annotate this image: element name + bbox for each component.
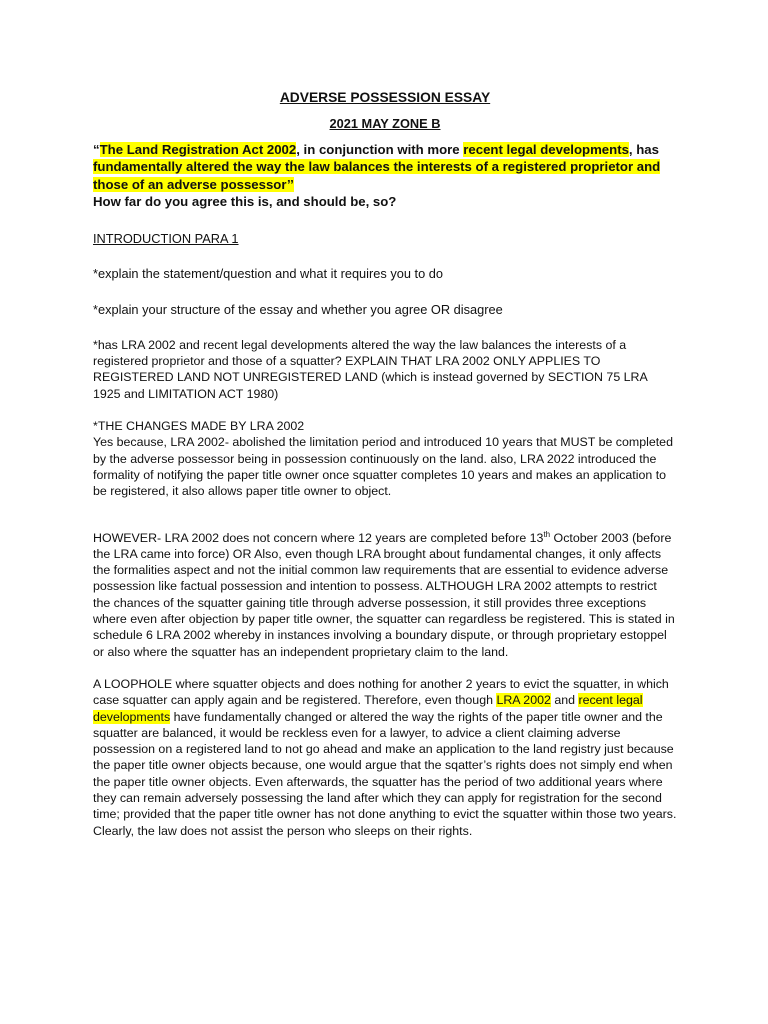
closing-sentence: Clearly, the law does not assist the person who sleeps on their rights. [93, 823, 473, 838]
paragraph-lra-scope: *has LRA 2002 and recent legal developments altered the way the law balances the interests of a registered proprietor and those of a squatter? EXPLAIN THAT LRA 2002 ONLY APPLIES TO REGISTERED LAND NOT UNREGISTERED LAND (which is instead governed by SECTION 75 LRA 1925 and LIMITATION ACT 1980) [93, 337, 648, 401]
loophole-text-1: A LOOPHOLE where squatter objects and does nothing for another 2 years to evict the squatter, in which case squatter can apply again and be registered. Therefore, even though [93, 676, 669, 708]
quote-text-1: , in conjunction with more [296, 141, 464, 157]
paragraph-changes: Yes because, LRA 2002- abolished the limitation period and introduced 10 years that MUST be completed by the adverse possessor being in possession continuously on the land. also, LRA 2022 introduced the formality of notifying the paper title owner once squatter completes 10 years and makes an application to be registered, it also allows paper title owner to object. [93, 435, 673, 499]
essay-question: How far do you agree this is, and should be, so? [93, 194, 397, 210]
quote-text-2: , has [628, 141, 659, 157]
paragraph-however [93, 530, 677, 660]
loophole-text-2: and [550, 693, 579, 708]
however-text-2: October 2003 (before the LRA came into force) OR Also, even though LRA brought about fundamental changes, it only affects the formalities aspect and not the initial common law requirements that are essential to evidence adverse possession like factual possession and intention to possess. ALTHOUGH LRA 2002 attempts to restrict the chances of the squatter gaining title through adverse possession, it still provides three exceptions where even after objection by paper title owner, the squatter can regardless be registered. This is stated in schedule 6 LRA 2002 whereby in instances involving a boundary dispute, or through proprietary estoppel or also where the squatter has an independent proprietary claim to the land. [93, 530, 675, 659]
ordinal-suffix: th [543, 529, 551, 539]
highlight-recent-developments-inline: recent legal developments [93, 693, 643, 724]
essay-quote [93, 141, 677, 194]
essay-subtitle: 2021 MAY ZONE B [329, 116, 441, 132]
however-text-1: HOWEVER- LRA 2002 does not concern where 12 years are completed before 13 [93, 530, 544, 545]
bullet-explain-statement: *explain the statement/question and what it requires you to do [93, 266, 444, 282]
bullet-explain-structure: *explain your structure of the essay and whether you agree OR disagree [93, 301, 503, 317]
intro-heading: INTRODUCTION PARA 1 [93, 230, 239, 246]
paragraph-loophole [93, 676, 677, 823]
highlight-fundamentally-altered: fundamentally altered the way the law balances the interests of a registered proprietor and those of an adverse possessor’’ [93, 159, 661, 192]
highlight-lra-2002: The Land Registration Act 2002 [99, 141, 297, 157]
document-body [93, 90, 677, 839]
highlight-lra-2002-inline: LRA 2002 [496, 693, 551, 708]
highlight-recent-developments: recent legal developments [463, 141, 629, 157]
loophole-text-3: have fundamentally changed or altered the way the rights of the paper title owner and the squatter are balanced, it would be reckless even for a lawyer, to advice a client claiming adverse possession on a registered land to not go ahead and make an application to the land registry just because the paper title owner objects because, one would argue that the sqatter’s rights does not simply end when the paper title owner objects. Even afterwards, the squatter has the period of two additional years where they can remain adversely possessing the land after which they can apply for registration for the second time; provided that the paper title owner has not done anything to evict the squatter within those two years. [93, 709, 677, 822]
essay-title: ADVERSE POSSESSION ESSAY [279, 90, 491, 105]
changes-heading: *THE CHANGES MADE BY LRA 2002 [93, 419, 305, 434]
quote-open-mark: “ [93, 141, 100, 157]
